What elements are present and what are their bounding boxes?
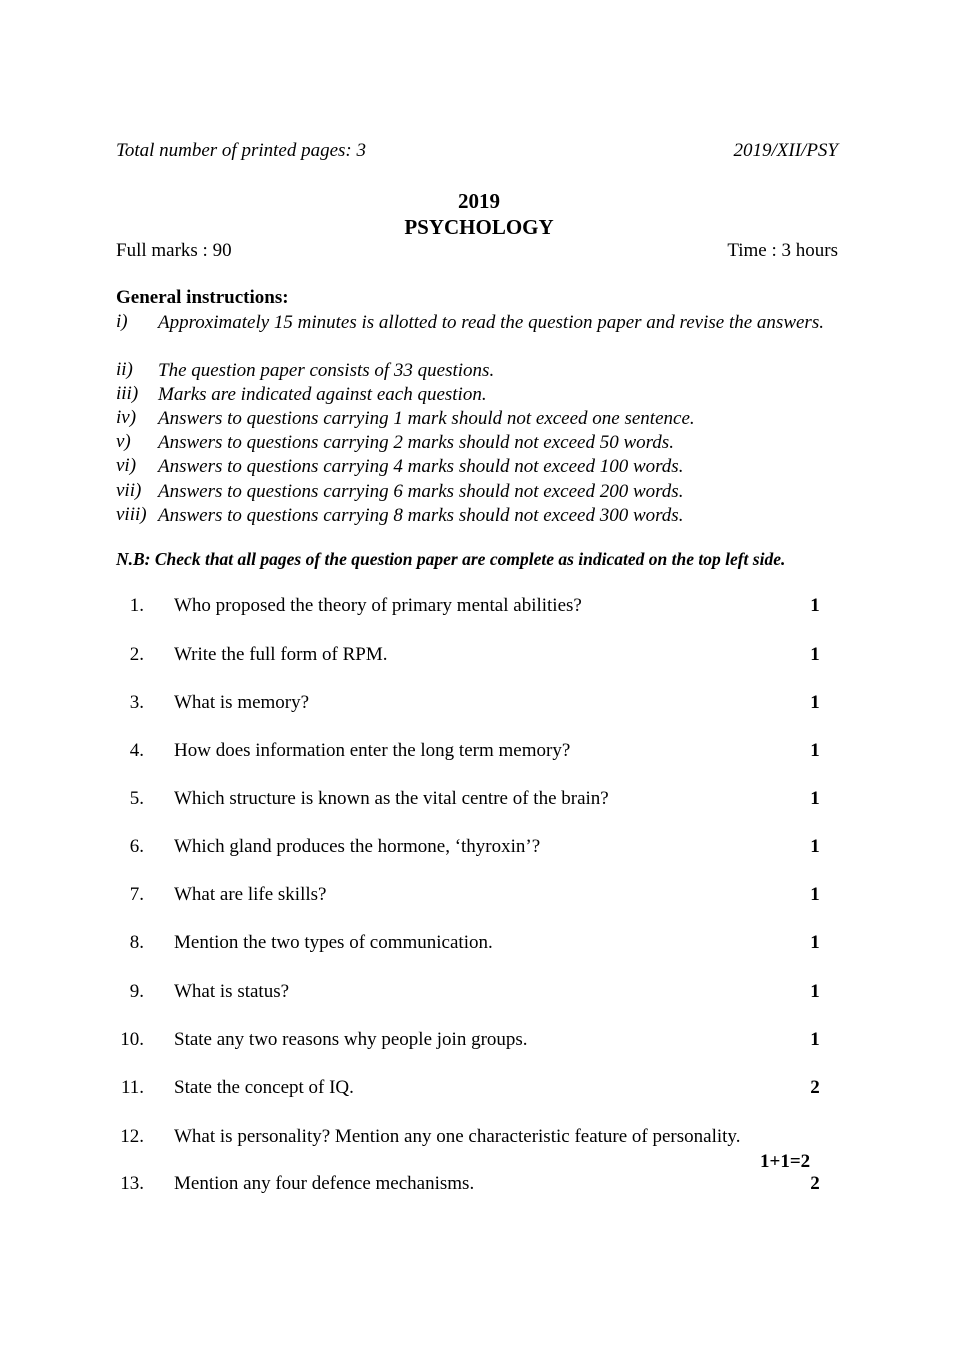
instruction-text: Marks are indicated against each question. [158, 384, 487, 405]
question-row [116, 692, 836, 720]
question-marks: 1 [810, 740, 820, 761]
instruction-number: viii) [116, 504, 147, 525]
question-text: Mention the two types of communication. [174, 932, 493, 953]
question-marks: 1+1=2 [760, 1151, 811, 1172]
full-marks: Full marks : 90 [116, 240, 232, 261]
question-number: 8. [129, 932, 144, 953]
question-marks: 1 [810, 692, 820, 713]
question-text: Who proposed the theory of primary mental abilities? [174, 595, 582, 616]
question-number: 12. [120, 1126, 144, 1147]
question-marks: 1 [810, 644, 820, 665]
question-number: 7. [129, 884, 144, 905]
instruction-text: The question paper consists of 33 questions. [158, 360, 495, 381]
question-number: 2. [129, 644, 144, 665]
question-marks: 1 [810, 884, 820, 905]
question-row [116, 1077, 836, 1105]
question-text: What is memory? [174, 692, 310, 713]
instruction-number: i) [116, 311, 128, 332]
time-allowed: Time : 3 hours [727, 240, 838, 261]
instruction-text: Answers to questions carrying 1 mark should not exceed one sentence. [158, 408, 695, 429]
instruction-number: vii) [116, 480, 142, 501]
question-text: What is status? [174, 981, 290, 1002]
question-number: 13. [120, 1173, 144, 1194]
question-marks: 1 [810, 595, 820, 616]
question-text: What is personality? Mention any one characteristic feature of personality. [174, 1126, 741, 1147]
instruction-number: iii) [116, 383, 139, 404]
instruction-text: Answers to questions carrying 4 marks should not exceed 100 words. [158, 456, 684, 477]
instructions-heading: General instructions: [116, 287, 289, 308]
question-number: 1. [129, 595, 144, 616]
question-row [116, 740, 836, 768]
question-marks: 2 [810, 1173, 820, 1194]
question-marks: 1 [810, 932, 820, 953]
question-number: 3. [129, 692, 144, 713]
question-row [116, 981, 836, 1009]
question-marks: 1 [810, 981, 820, 1002]
question-row [116, 644, 836, 672]
question-text: Write the full form of RPM. [174, 644, 388, 665]
question-row [116, 932, 836, 960]
instruction-text: Answers to questions carrying 6 marks should not exceed 200 words. [158, 481, 684, 502]
question-row [116, 788, 836, 816]
paper-code: 2019/XII/PSY [733, 140, 838, 161]
question-row [116, 1173, 836, 1201]
question-text: What are life skills? [174, 884, 327, 905]
instruction-number: ii) [116, 359, 133, 380]
question-row [116, 1029, 836, 1057]
question-number: 4. [129, 740, 144, 761]
question-text: Which gland produces the hormone, ‘thyroxin’? [174, 836, 541, 857]
instruction-number: iv) [116, 407, 137, 428]
exam-year: 2019 [458, 189, 500, 213]
question-number: 5. [129, 788, 144, 809]
question-marks: 1 [810, 788, 820, 809]
question-number: 6. [129, 836, 144, 857]
question-row [116, 836, 836, 864]
instruction-text: Answers to questions carrying 2 marks should not exceed 50 words. [158, 432, 674, 453]
question-text: State any two reasons why people join groups. [174, 1029, 528, 1050]
question-text: State the concept of IQ. [174, 1077, 354, 1098]
question-marks: 1 [810, 1029, 820, 1050]
nb-note: N.B: Check that all pages of the question paper are complete as indicated on the top left side. [116, 549, 786, 569]
question-row [116, 884, 836, 912]
instruction-number: vi) [116, 455, 137, 476]
printed-pages-note: Total number of printed pages: 3 [116, 140, 366, 161]
question-text: Mention any four defence mechanisms. [174, 1173, 475, 1194]
question-text: How does information enter the long term memory? [174, 740, 571, 761]
question-row [116, 595, 836, 623]
question-text: Which structure is known as the vital centre of the brain? [174, 788, 609, 809]
question-number: 10. [120, 1029, 144, 1050]
question-number: 11. [120, 1077, 144, 1098]
subject-title: PSYCHOLOGY [404, 215, 554, 239]
question-marks: 2 [810, 1077, 820, 1098]
question-number: 9. [129, 981, 144, 1002]
question-marks: 1 [810, 836, 820, 857]
instruction-text: Approximately 15 minutes is allotted to read the question paper and revise the answers. [158, 312, 824, 333]
question-row [116, 1126, 836, 1154]
instruction-text: Answers to questions carrying 8 marks should not exceed 300 words. [158, 505, 684, 526]
instruction-number: v) [116, 431, 131, 452]
